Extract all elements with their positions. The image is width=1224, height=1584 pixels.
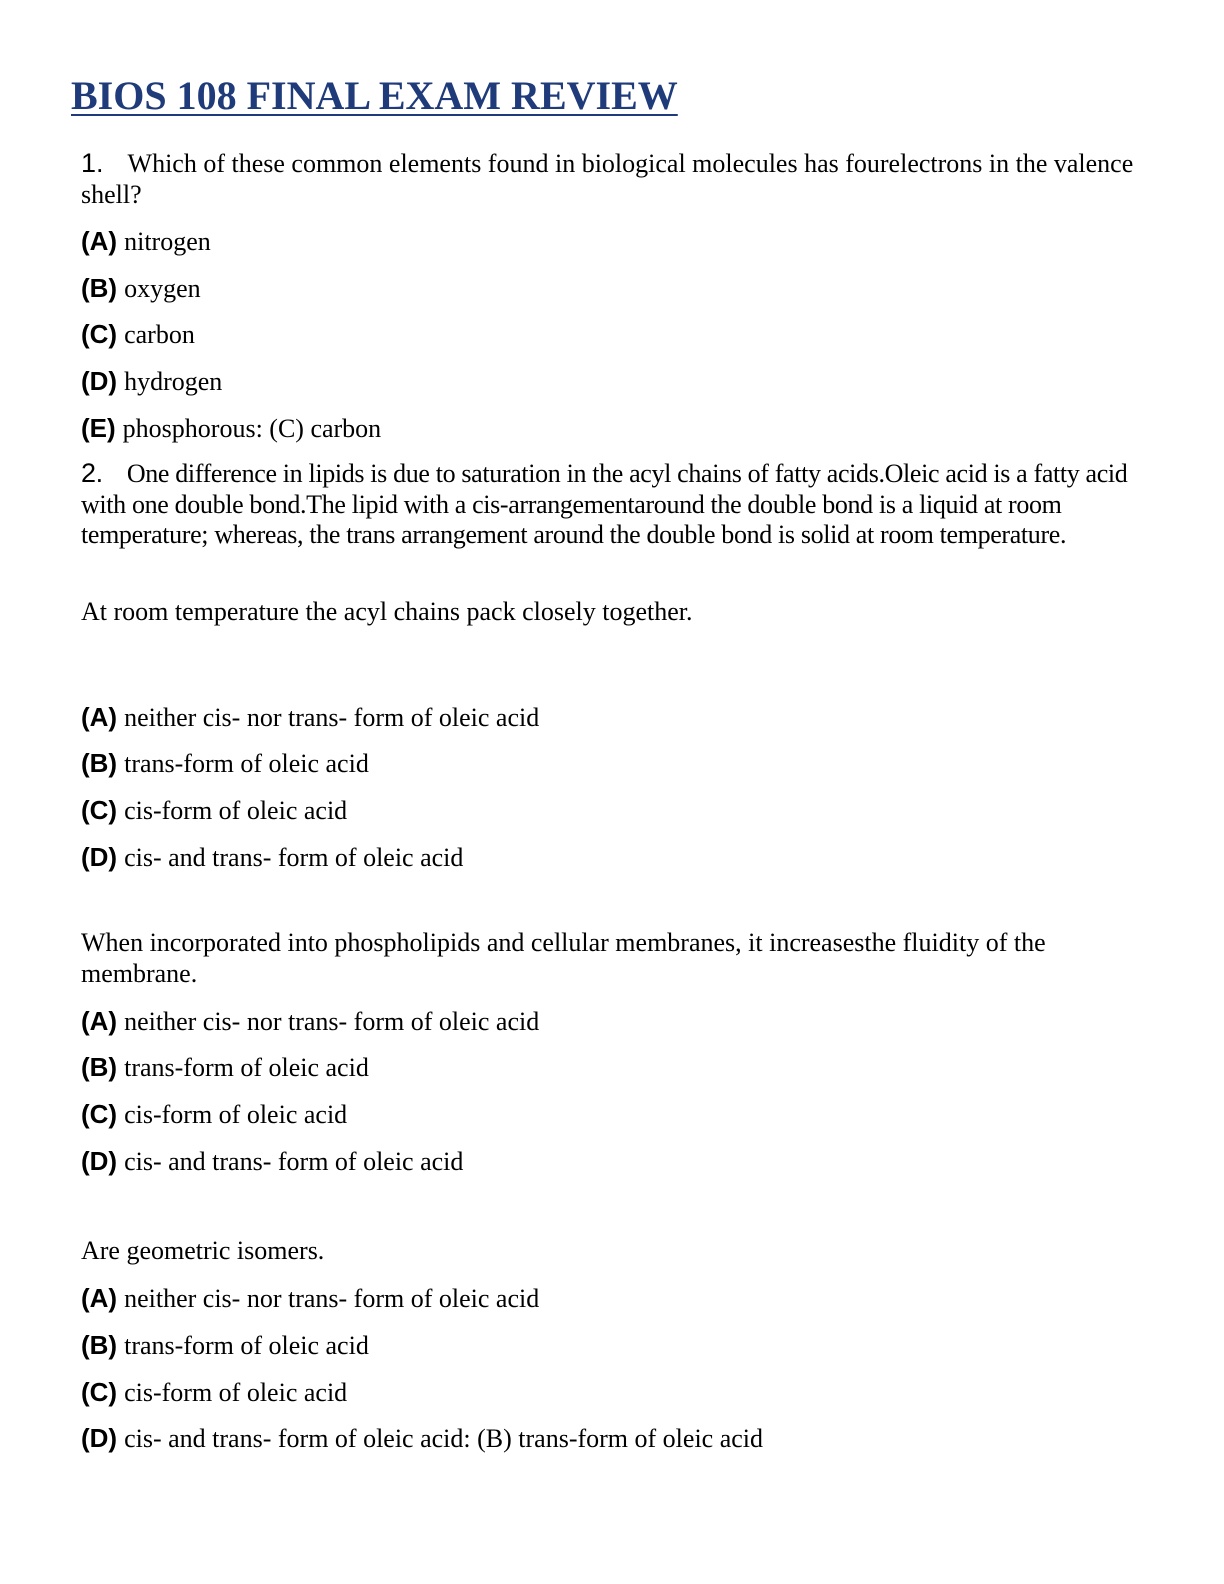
option-letter: (D) [81,1146,118,1176]
option-text: neither cis- nor trans- form of oleic acid [124,1284,540,1313]
question-1 [81,148,1141,210]
q1-option-d [81,366,222,397]
q2-part-3-option-d [81,1423,763,1454]
option-letter: (C) [81,795,118,825]
option-letter: (B) [81,1330,118,1360]
option-text: trans-form of oleic acid [124,749,369,778]
q2-part-2-prompt: When incorporated into phospholipids and cellular membranes, it increasesthe fluidity of the membrane. [81,928,1046,988]
q2-part-2-option-a [81,1006,539,1037]
option-text: cis- and trans- form of oleic acid [124,1147,464,1176]
option-text: trans-form of oleic acid [124,1053,369,1082]
q2-part-1-option-c [81,795,347,826]
option-letter: (A) [81,1283,118,1313]
q1-option-c [81,319,195,350]
option-letter: (D) [81,366,118,396]
q2-part-1-option-a [81,702,539,733]
q2-part-1-option-d [81,842,463,873]
option-letter: (C) [81,1377,118,1407]
option-text: phosphorous: (C) carbon [122,414,382,443]
q2-part-3-option-c [81,1377,347,1408]
option-letter: (A) [81,226,118,256]
q2-part-3-prompt: Are geometric isomers. [81,1236,325,1265]
option-text: cis-form of oleic acid [124,1378,348,1407]
option-text: cis- and trans- form of oleic acid [124,843,464,872]
option-text: trans-form of oleic acid [124,1331,369,1360]
question-2 [81,458,1141,551]
option-text: cis-form of oleic acid [124,1100,348,1129]
option-letter: (C) [81,319,118,349]
question-2-text: One difference in lipids is due to saturation in the acyl chains of fatty acids.Oleic acid is a fatty acid with one double bond.The lipid with a cis-arrangementaround the double bond is a liquid at room temperature; whereas, the trans arrangement around the double bond is solid at room temperature. [81,459,1128,549]
option-text: cis-form of oleic acid [124,796,348,825]
q2-part-1-option-b [81,748,369,779]
option-text: oxygen [124,274,201,303]
option-text: hydrogen [124,367,223,396]
option-letter: (A) [81,1006,118,1036]
option-letter: (B) [81,1052,118,1082]
page-title: BIOS 108 FINAL EXAM REVIEW [71,73,678,118]
option-letter: (B) [81,273,118,303]
option-letter: (A) [81,702,118,732]
q2-part-3-option-b [81,1330,369,1361]
question-2-number: 2. [81,458,103,488]
option-letter: (D) [81,842,118,872]
option-text: carbon [124,320,195,349]
q1-option-e [81,413,381,444]
option-text: nitrogen [124,227,211,256]
question-1-text: Which of these common elements found in biological molecules has fourelectrons in the valence shell? [81,149,1134,209]
option-text: neither cis- nor trans- form of oleic acid [124,1007,540,1036]
option-letter: (C) [81,1099,118,1129]
option-letter: (D) [81,1423,118,1453]
q1-option-b [81,273,201,304]
q1-option-a [81,226,211,257]
q2-part-2-option-d [81,1146,463,1177]
option-letter: (E) [81,413,116,443]
option-text: neither cis- nor trans- form of oleic acid [124,703,540,732]
q2-part-3-option-a [81,1283,539,1314]
q2-part-2-option-c [81,1099,347,1130]
question-1-number: 1. [81,148,104,178]
option-text: cis- and trans- form of oleic acid: (B) trans-form of oleic acid [124,1424,764,1453]
q2-part-2-option-b [81,1052,369,1083]
option-letter: (B) [81,748,118,778]
q2-part-1-prompt: At room temperature the acyl chains pack closely together. [81,597,693,626]
